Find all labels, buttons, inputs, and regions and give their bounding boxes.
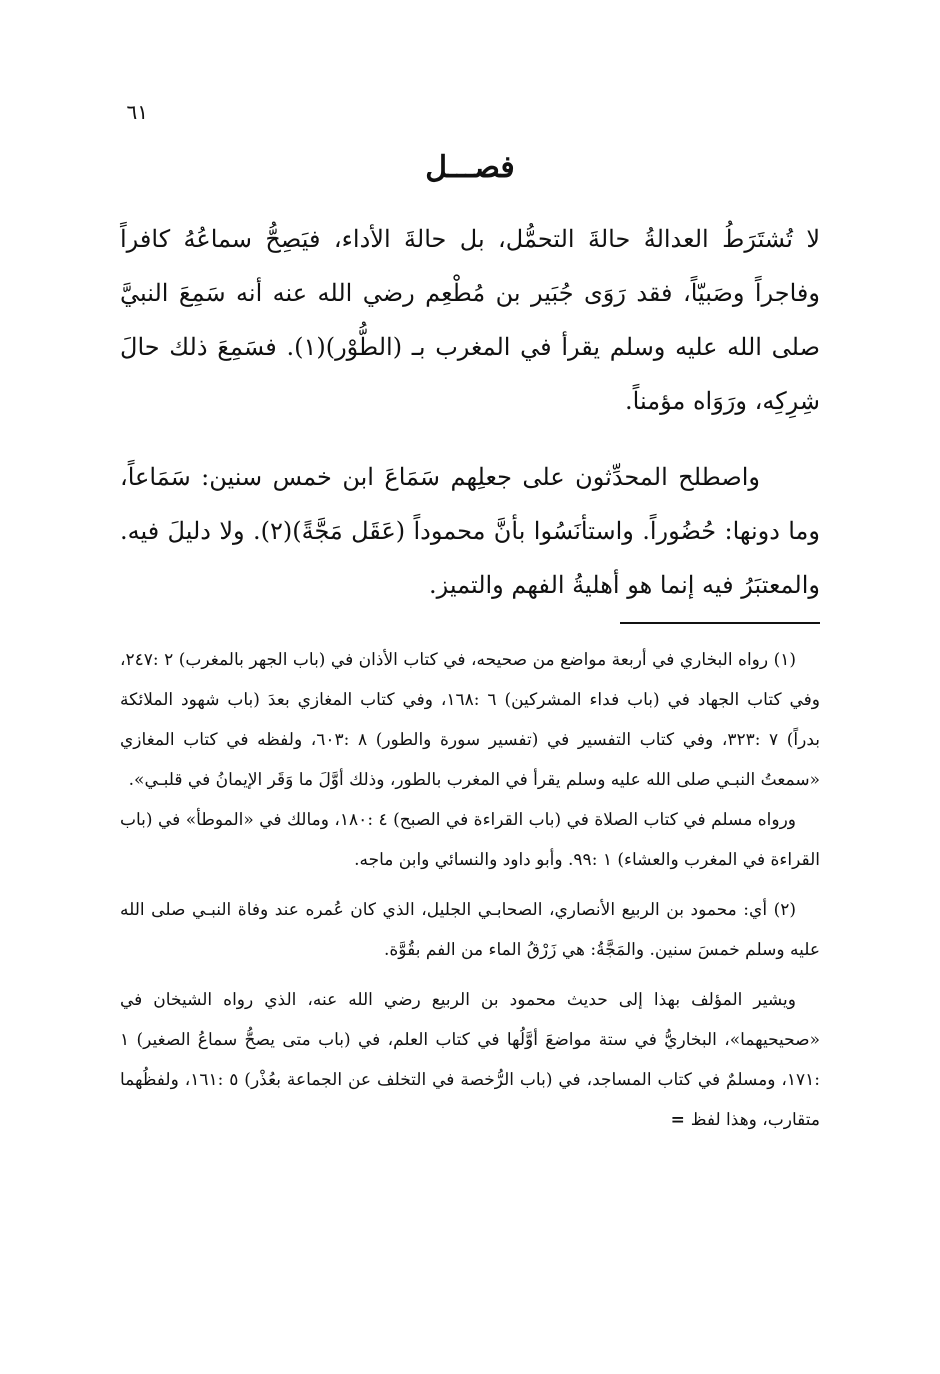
footnotes: [120, 640, 820, 1140]
main-text: [120, 212, 820, 612]
section-title: فصـــل: [425, 150, 515, 185]
footnote-1: (١) رواه البخاري في أربعة مواضع من صحيحه، في كتاب الأذان في (باب الجهر بالمغرب) ٢ :٢٤٧، وفي كتاب الجهاد في (باب فداء المشركين) ٦ :١٦٨، وفي كتاب المغازي بعدَ (باب شهود الملائكة بدراً) ٧ :٣٢٣، وفي كتاب التفسير في (تفسير سورة والطور) ٨ :٦٠٣، ولفظه في كتاب المغازي «سمعتُ النبـي صلى الله عليه وسلم يقرأ في المغرب بالطور، وذلك أوَّلَ ما وَقَر الإيمانُ في قلبـي».: [120, 650, 820, 790]
footnote-separator: [620, 622, 820, 624]
footnote-2-commentary: [120, 980, 820, 1140]
footnote-1-continued: ورواه مسلم في كتاب الصلاة في (باب القراءة في الصبح) ٤ :١٨٠، ومالك في «الموطأ» في (باب القراءة في المغرب والعشاء) ١ :٩٩. وأبو داود والنسائي وابن ماجه.: [120, 810, 820, 870]
main-paragraph-1: لا تُشتَرَطُ العدالةُ حالةَ التحمُّل، بل حالةَ الأداء، فيَصِحُّ سماعُهُ كافراً وفاجراً وصَبيّاً، فقد رَوَى جُبَير بن مُطْعِم رضي الله عنه أنه سَمِعَ النبيَّ صلى الله عليه وسلم يقرأ في المغرب بـ (الطُّوْر)(١). فسَمِعَ ذلك حالَ شِرِكِه، ورَوَاه مؤمناً.: [120, 225, 821, 415]
main-paragraph-2: واصطلح المحدِّثون على جعلِهم سَمَاعَ ابن خمس سنين: سَمَاعاً، وما دونها: حُضُوراً. واستأنَسُوا بأنَّ محموداً (عَقَل مَجَّةً)(٢). ولا دليلَ فيه. والمعتبَرُ فيه إنما هو أهليةُ الفهم والتميز.: [120, 463, 820, 599]
page-number: ٦١: [126, 100, 148, 124]
footnote-2-commentary-text: ويشير المؤلف بهذا إلى حديث محمود بن الربيع رضي الله عنه، الذي رواه الشيخان في «صحيحيهما»، البخاريُّ في ستة مواضعَ أوَّلُها في كتاب العلم، في (باب متى يصحُّ سماعُ الصغير) ١ :١٧١، ومسلمٌ في كتاب المساجد، في (باب الرُّخصة في التخلف عن الجماعة بعُذْر) ٥ :١٦١، ولفظُهما متقارب، وهذا لفظ: [120, 990, 820, 1130]
continuation-mark: =: [670, 1110, 691, 1130]
footnote-2: (٢) أي: محمود بن الربيع الأنصاري، الصحابـي الجليل، الذي كان عُمره عند وفاة النبـي صلى الله عليه وسلم خمسَ سنين. والمَجَّةُ: هي زَرْقُ الماء من الفم بقُوَّة.: [120, 900, 820, 960]
